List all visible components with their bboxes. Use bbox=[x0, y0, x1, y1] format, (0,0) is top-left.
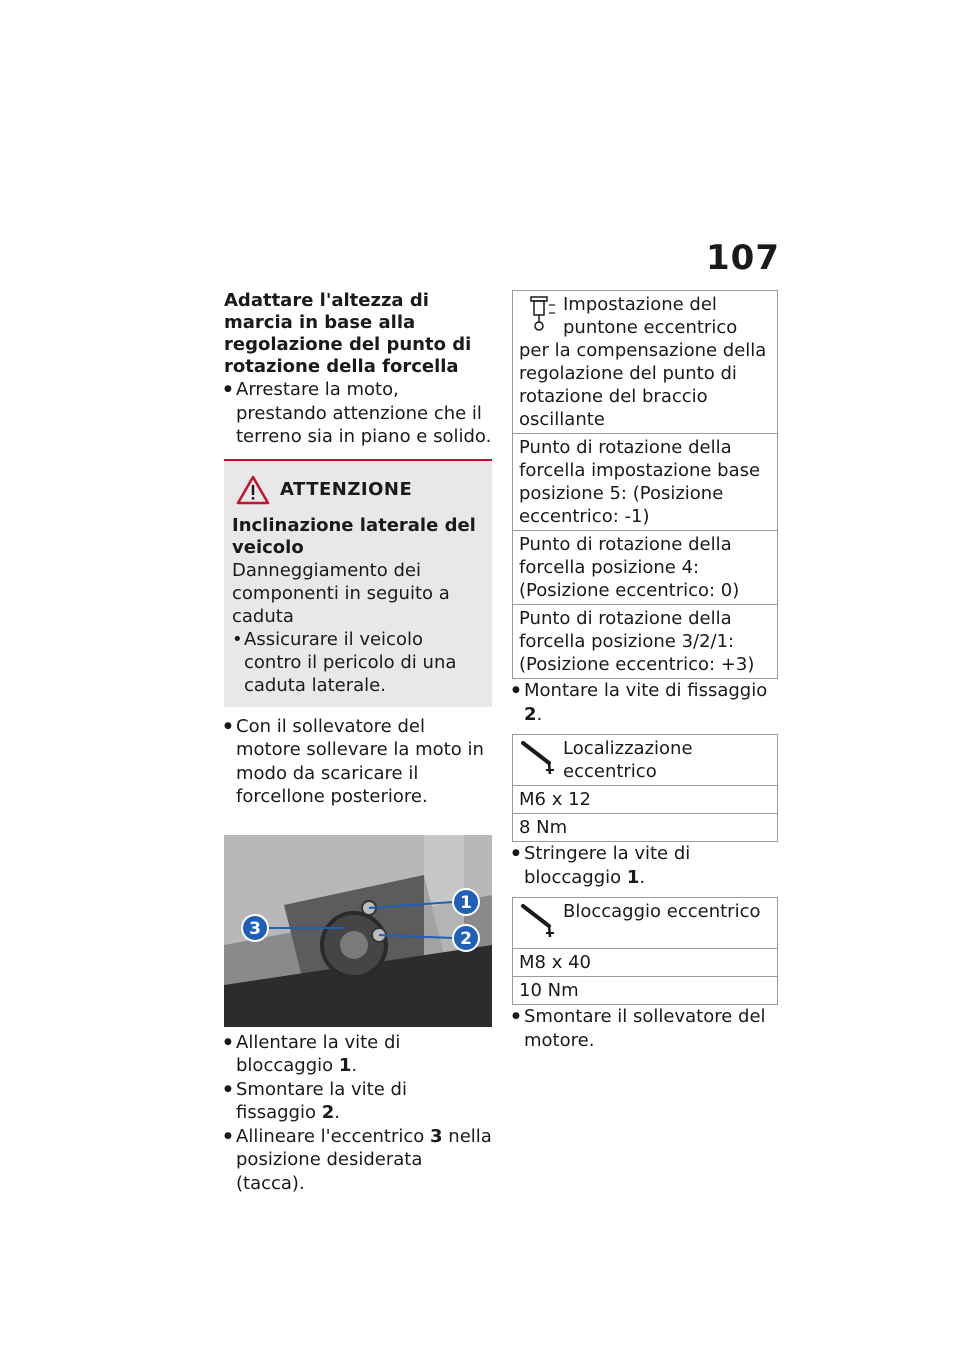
instruction-step: ● Allineare l'eccentrico 3 nella posizione desiderata (tacca). bbox=[224, 1125, 492, 1196]
warning-subtitle: Inclinazione laterale del veicolo bbox=[232, 514, 476, 558]
instruction-step: ● Smontare il sollevatore del motore. bbox=[512, 1005, 778, 1052]
table-row: Punto di rotazione della forcella posizione 4: (Posizione eccentrico: 0) bbox=[513, 531, 778, 605]
warning-box bbox=[224, 459, 492, 707]
warning-text: Danneggiamento dei componenti in seguito a caduta bbox=[232, 559, 450, 627]
left-column bbox=[224, 290, 492, 1195]
instruction-step: ● Arrestare la moto, prestando attenzione che il terreno sia in piano e solido. bbox=[224, 378, 492, 449]
table-header-text: Impostazione del puntone eccentrico per la compensazione della regolazione del punto di rotazione del braccio oscillante bbox=[519, 294, 767, 430]
eccentric-strut-icon bbox=[519, 293, 559, 333]
torque-wrench-icon bbox=[519, 900, 559, 940]
table-row: 10 Nm bbox=[513, 977, 778, 1005]
table-header-cell bbox=[513, 735, 778, 786]
section-heading: Adattare l'altezza di marcia in base alla regolazione del punto di rotazione della forcella bbox=[224, 290, 472, 377]
warning-header bbox=[236, 475, 484, 505]
right-column bbox=[512, 290, 778, 1052]
table-header-cell bbox=[513, 291, 778, 434]
table-row: Punto di rotazione della forcella posizione 3/2/1: (Posizione eccentrico: +3) bbox=[513, 605, 778, 679]
instruction-step: ● Montare la vite di fissaggio 2. bbox=[512, 679, 778, 726]
eccentric-setting-table bbox=[512, 290, 778, 679]
page-number: 107 bbox=[706, 238, 780, 278]
instruction-step: ● Allentare la vite di bloccaggio 1. bbox=[224, 1031, 492, 1078]
table-row: M8 x 40 bbox=[513, 949, 778, 977]
swingarm-eccentric-photo bbox=[224, 835, 492, 1027]
torque-table-locking bbox=[512, 897, 778, 1005]
instruction-step: ● Smontare la vite di fissaggio 2. bbox=[224, 1078, 492, 1125]
callout-3-label: 3 bbox=[249, 918, 261, 939]
torque-wrench-icon bbox=[519, 737, 559, 777]
table-row: Punto di rotazione della forcella impostazione base posizione 5: (Posizione eccentrico: -1) bbox=[513, 434, 778, 531]
callout-1-label: 1 bbox=[460, 892, 472, 913]
torque-table-localization bbox=[512, 734, 778, 842]
table-header-text: Localizzazione eccentrico bbox=[563, 738, 693, 782]
table-row: 8 Nm bbox=[513, 814, 778, 842]
instruction-step: ● Stringere la vite di bloccaggio 1. bbox=[512, 842, 778, 889]
warning-triangle-icon bbox=[236, 475, 270, 505]
warning-title: ATTENZIONE bbox=[280, 479, 413, 500]
callout-2-label: 2 bbox=[460, 928, 472, 949]
warning-action: • Assicurare il veicolo contro il pericolo di una caduta laterale. bbox=[232, 628, 484, 697]
instruction-step: ● Con il sollevatore del motore sollevare la moto in modo da scaricare il forcellone posteriore. bbox=[224, 715, 492, 809]
table-header-cell bbox=[513, 898, 778, 949]
table-header-text: Bloccaggio eccentrico bbox=[563, 901, 761, 922]
table-row: M6 x 12 bbox=[513, 786, 778, 814]
